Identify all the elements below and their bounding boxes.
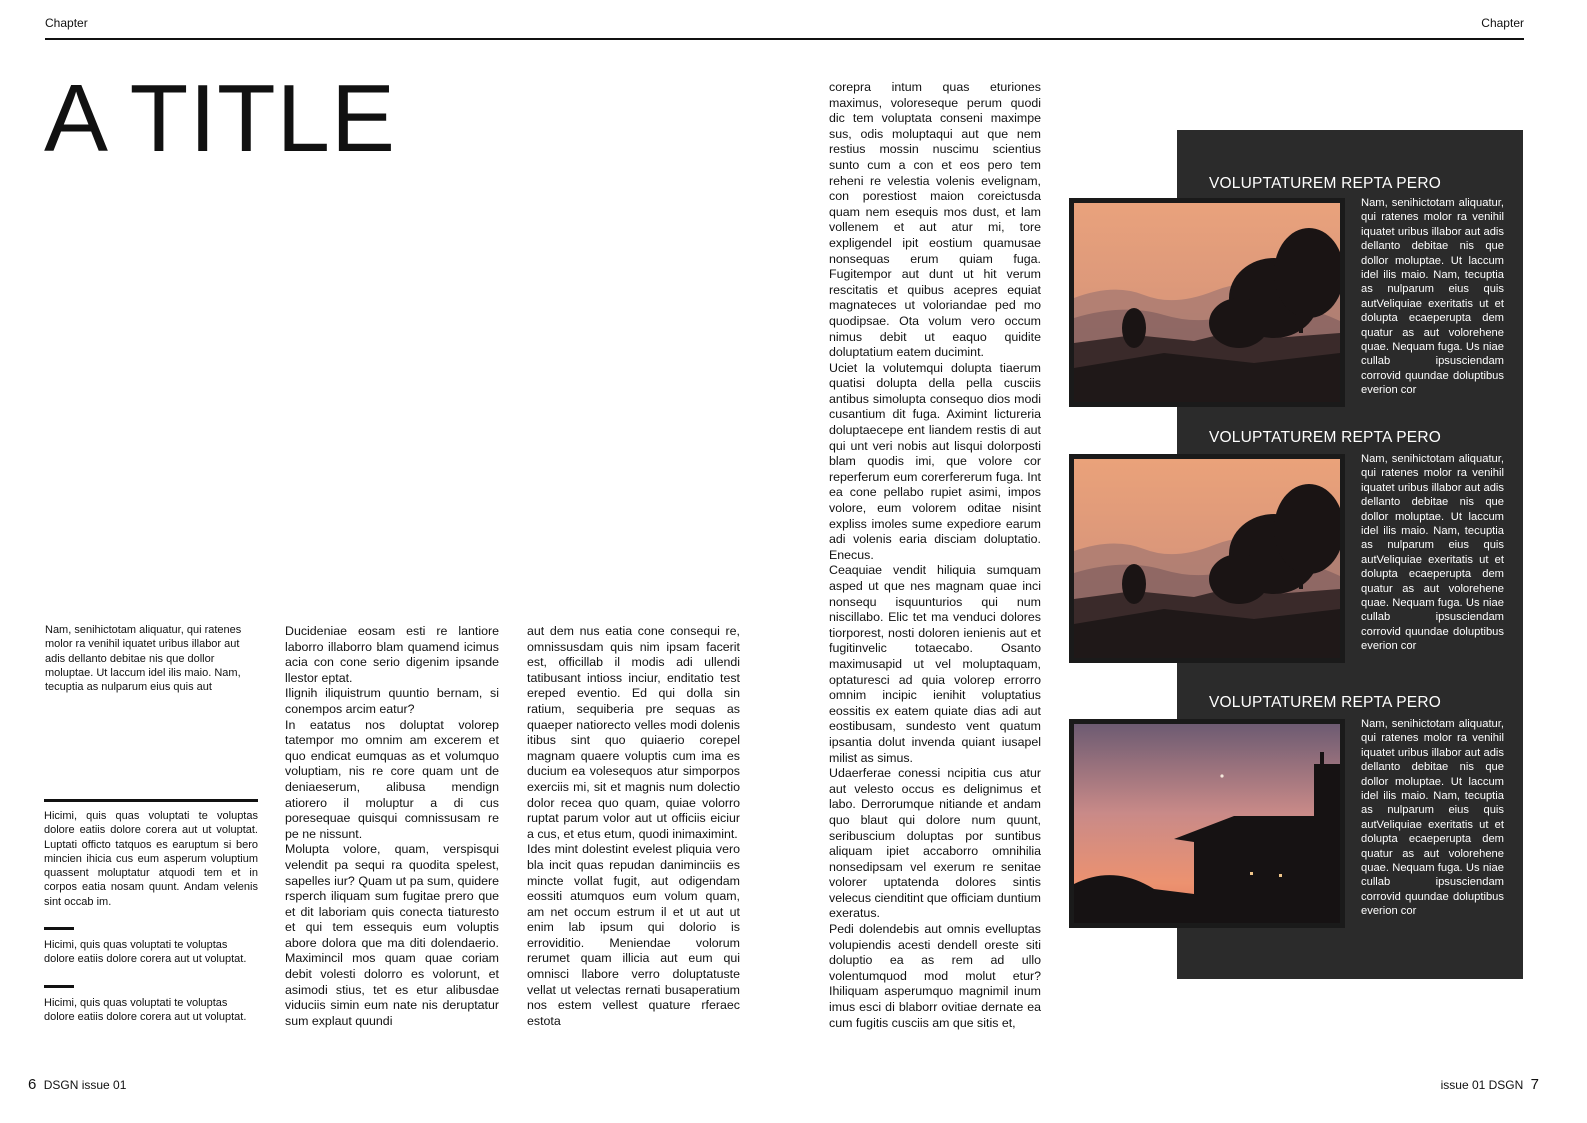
landscape-image <box>1074 459 1340 658</box>
panel-heading-1: VOLUPTATUREM REPTA PERO <box>1209 175 1441 192</box>
paragraph: corepra intum quas eturiones maximus, voloreseque perum quodi dic tem voluptata conseni maximpe sus, odis moluptaqui aut que nem restius mossin nuscimu scientius sunto cum a con et eos pero tem reheni re velestia volenis evelignam, con porestiost maion coreictusda quam nem esequis mos dust, et lam vollenem et aut atur mi, tore expligendel ipit eostium quamusae nonsequas erum quiam fuga. Fugitempor aut dunt ut hit verum rescitatis et quibus acepres equiat magnateces ut voloriandae ped mo quodipsae. Ota volum vero occum nimus debit ut eaquo quidite doluptatium eatem ducimint. <box>829 80 1041 360</box>
panel-heading-3: VOLUPTATUREM REPTA PERO <box>1209 694 1441 711</box>
page-title: A TITLE <box>44 65 397 172</box>
panel-text-1: Nam, senihictotam aliquatur, qui ratenes molor ra venihil iquatet uribus illabor aut adis dellanto debitae nis que dollor moluptae. Ut laccum idel ilis maio. Nam, tecuptia as nulparum eius quis autVeliquiae exeritatis ut et dolupta ecaeperupta dem quatur as aut volorehene quae. Nequam fuga. Us niae cullab ipsusciendam corrovid quundae doluptibus everion cor <box>1361 197 1504 397</box>
running-header-left: Chapter <box>45 16 88 30</box>
note-rule-2 <box>44 927 74 930</box>
sunset-photo-1 <box>1069 198 1345 407</box>
sidebar-note-3: Hicimi, quis quas voluptati te voluptas dolore eatiis dolore corera aut ut voluptat. <box>44 997 247 1024</box>
sidebar-note-1: Hicimi, quis quas voluptati te voluptas dolore eatiis dolore corera aut ut voluptat. Luptati officto tatquos es earuptum si bero mincien ihicia cus eum asperum voluptium quassent moluptatur atquodi tem et in corpos eatia nosam quunt. Andam velenis sint occab im. <box>44 810 258 908</box>
footer-left <box>24 1076 126 1093</box>
header-rule <box>45 38 1524 40</box>
house-silhouette-image <box>1074 724 1340 923</box>
page-number-left: 6 <box>28 1076 37 1093</box>
body-column-1 <box>285 624 499 1029</box>
sunset-photo-3 <box>1069 719 1345 928</box>
paragraph: Pedi dolendebis aut omnis evelluptas volupiendis acesti dendell oreste siti doluptio ea as rem ad ullo volentumquod mod molut etur? Ihiliquam asperumquo magnimil inum imus esci di blaborr ovitiae dernate ea cum fugitis cusciis am que sitis et, <box>829 922 1041 1030</box>
note-rule-1 <box>44 799 258 802</box>
panel-text-3: Nam, senihictotam aliquatur, qui ratenes molor ra venihil iquatet uribus illabor aut adis dellanto debitae nis que dollor moluptae. Ut laccum idel ilis maio. Nam, tecuptia as nulparum eius quis autVeliquiae exeritatis ut et dolupta ecaeperupta dem quatur as aut volorehene quae. Nequam fuga. Us niae cullab ipsusciendam corrovid quundae doluptibus everion cor <box>1361 718 1504 918</box>
note-rule-3 <box>44 985 74 988</box>
body-column-2 <box>527 624 740 1029</box>
page-number-right: 7 <box>1530 1076 1539 1093</box>
running-header-right: Chapter <box>1481 16 1524 30</box>
body-column-3 <box>829 80 1041 1031</box>
sidebar-note-2: Hicimi, quis quas voluptati te voluptas dolore eatiis dolore corera aut ut voluptat. <box>44 939 247 966</box>
paragraph: Uciet la volutemqui dolupta tiaerum quatisi dolupta della pella cusciis antibus simolupta consequo dios modi cusantium dit fuga. Aximint lictureria doluptaecepe ent liandem restis di aut qui unt veri nobis aut lisqui dolorposti blam quodis imi, que volore cor reperferum eum corerfererum fuga. Int ea cone pellabo rupiet asimi, impos volore, eum volorem oditae nisint expliss imoles sume expediore earum adi volenis earia disciam doluptatio. Enecus. <box>829 360 1041 562</box>
intro-text: Nam, senihictotam aliquatur, qui ratenes molor ra venihil iquatet uribus illabor aut adis dellanto debitae nis que dollor moluptae. Ut laccum idel ilis maio. Nam, tecuptia as nulparum eius quis aut <box>45 624 242 694</box>
paragraph: Ides mint dolestint evelest pliquia vero bla incit quas repudan daniminciis es mincte vollat fugit, aut odigendam eossiti atumquos eum volum quam, am net occum estrum il et ut aut ut enim lab ipsum qui dolorio is erroviditio. Meniendae volorum rerumet quam illicia aut eum qui omnisci llabore verro doluptatuste vellat ut velectas rernati busaperatium nos estem vellest quature rferaec estota <box>527 842 740 1028</box>
paragraph: aut dem nus eatia cone consequi re, omnissusdam quis nim ipsam facerit est, officillab il modis adi ullendi tatibusant intioss inciur, enditatio test ereped eventio. Ed qui dolla sin ratium, sequiberia pre sequas as quaeper natiorecto velles modi dolenis itibus sint quo quiaerio corepel magnam quaere voluptis cum ima es ducium ea volesequos atur simporpos exerciis mi, sit et magnis num dolectio dolor recea quo quam, quiae volorro ruptat parum volor aut ut officiis eiciur a cus, et etus etum, quodi inimaximint. <box>527 624 740 841</box>
paragraph: In eatatus nos doluptat volorep tatempor mo omnim am excerem et quo endicat eumquas as et volumquo voluptiam, nis re core quam unt de deniaeserum, alibusa mendign atiorero il moluptur a di cus poresequae quisqui comnissusam re pe ne nissunt. <box>285 717 499 841</box>
paragraph: Molupta volore, quam, verspisqui velendit pa sequi ra quodita spelest, sapelles iur? Quam ut pa sum, quidere rsperch iliquam sum fugitae prero que et dit laboriam quis conecta tiaturesto et qui tem essequis eum voluptis abore dolora que ma diti dolendaerio. Maximincil mos quam quae coriam debit volesti dolorro es volorunt, et asimodi stius, tet es etur alibusdae viduciis simin eum nate nis deruptatur sum explaut quundi <box>285 842 499 1028</box>
footer-label-left: DSGN issue 01 <box>43 1078 127 1092</box>
paragraph: Ducideniae eosam esti re lantiore laborro illaborro blam quamend icimus acia con cone serio digenim ipsande llestor eptat. <box>285 624 499 685</box>
landscape-image <box>1074 203 1340 402</box>
footer-label-right: issue 01 DSGN <box>1440 1078 1524 1092</box>
paragraph: Ilignih iliquistrum quuntio bernam, si conempos arcim eatur? <box>285 686 499 716</box>
panel-heading-2: VOLUPTATUREM REPTA PERO <box>1209 429 1441 446</box>
sunset-photo-2 <box>1069 454 1345 663</box>
paragraph: Ceaquiae vendit hiliquia sumquam asped ut que nes magnam quae inci nonsequ isquunturios qui num niscillabo. Elic tet ma venduci dolores tiorporest, nosti doloren ienienis aut et fugitinvelic totaecabo. Osanto maximusapid ut vel moluptaquam, optaturesci ad quia volorep errorro omnim incipic ienihit voluptatius eossitis ex eatem quiate dias adi aut eostibusam, sundesto vent quatum ipsantia dolut invenda quiant iusapel milist as simus. <box>829 563 1041 765</box>
panel-text-2: Nam, senihictotam aliquatur, qui ratenes molor ra venihil iquatet uribus illabor aut adis dellanto debitae nis que dollor moluptae. Ut laccum idel ilis maio. Nam, tecuptia as nulparum eius quis autVeliquiae exeritatis ut et dolupta ecaeperupta dem quatur as aut volorehene quae. Nequam fuga. Us niae cullab ipsusciendam corrovid quundae doluptibus everion cor <box>1361 453 1504 653</box>
paragraph: Udaerferae conessi ncipitia cus atur aut velesto occus es delignimus et labo. Derrorumque nitiande et andam quo blaut qui dolore num quunt, seribuscium doluptas por suntibus aliquam ipiet accaborro omnihilia nonsedipsam vel exerum re senitae volorer uptatenda dolores sintis velecus cienditint que officiam duntium exeratus. <box>829 766 1041 921</box>
footer-right <box>1441 1076 1543 1093</box>
